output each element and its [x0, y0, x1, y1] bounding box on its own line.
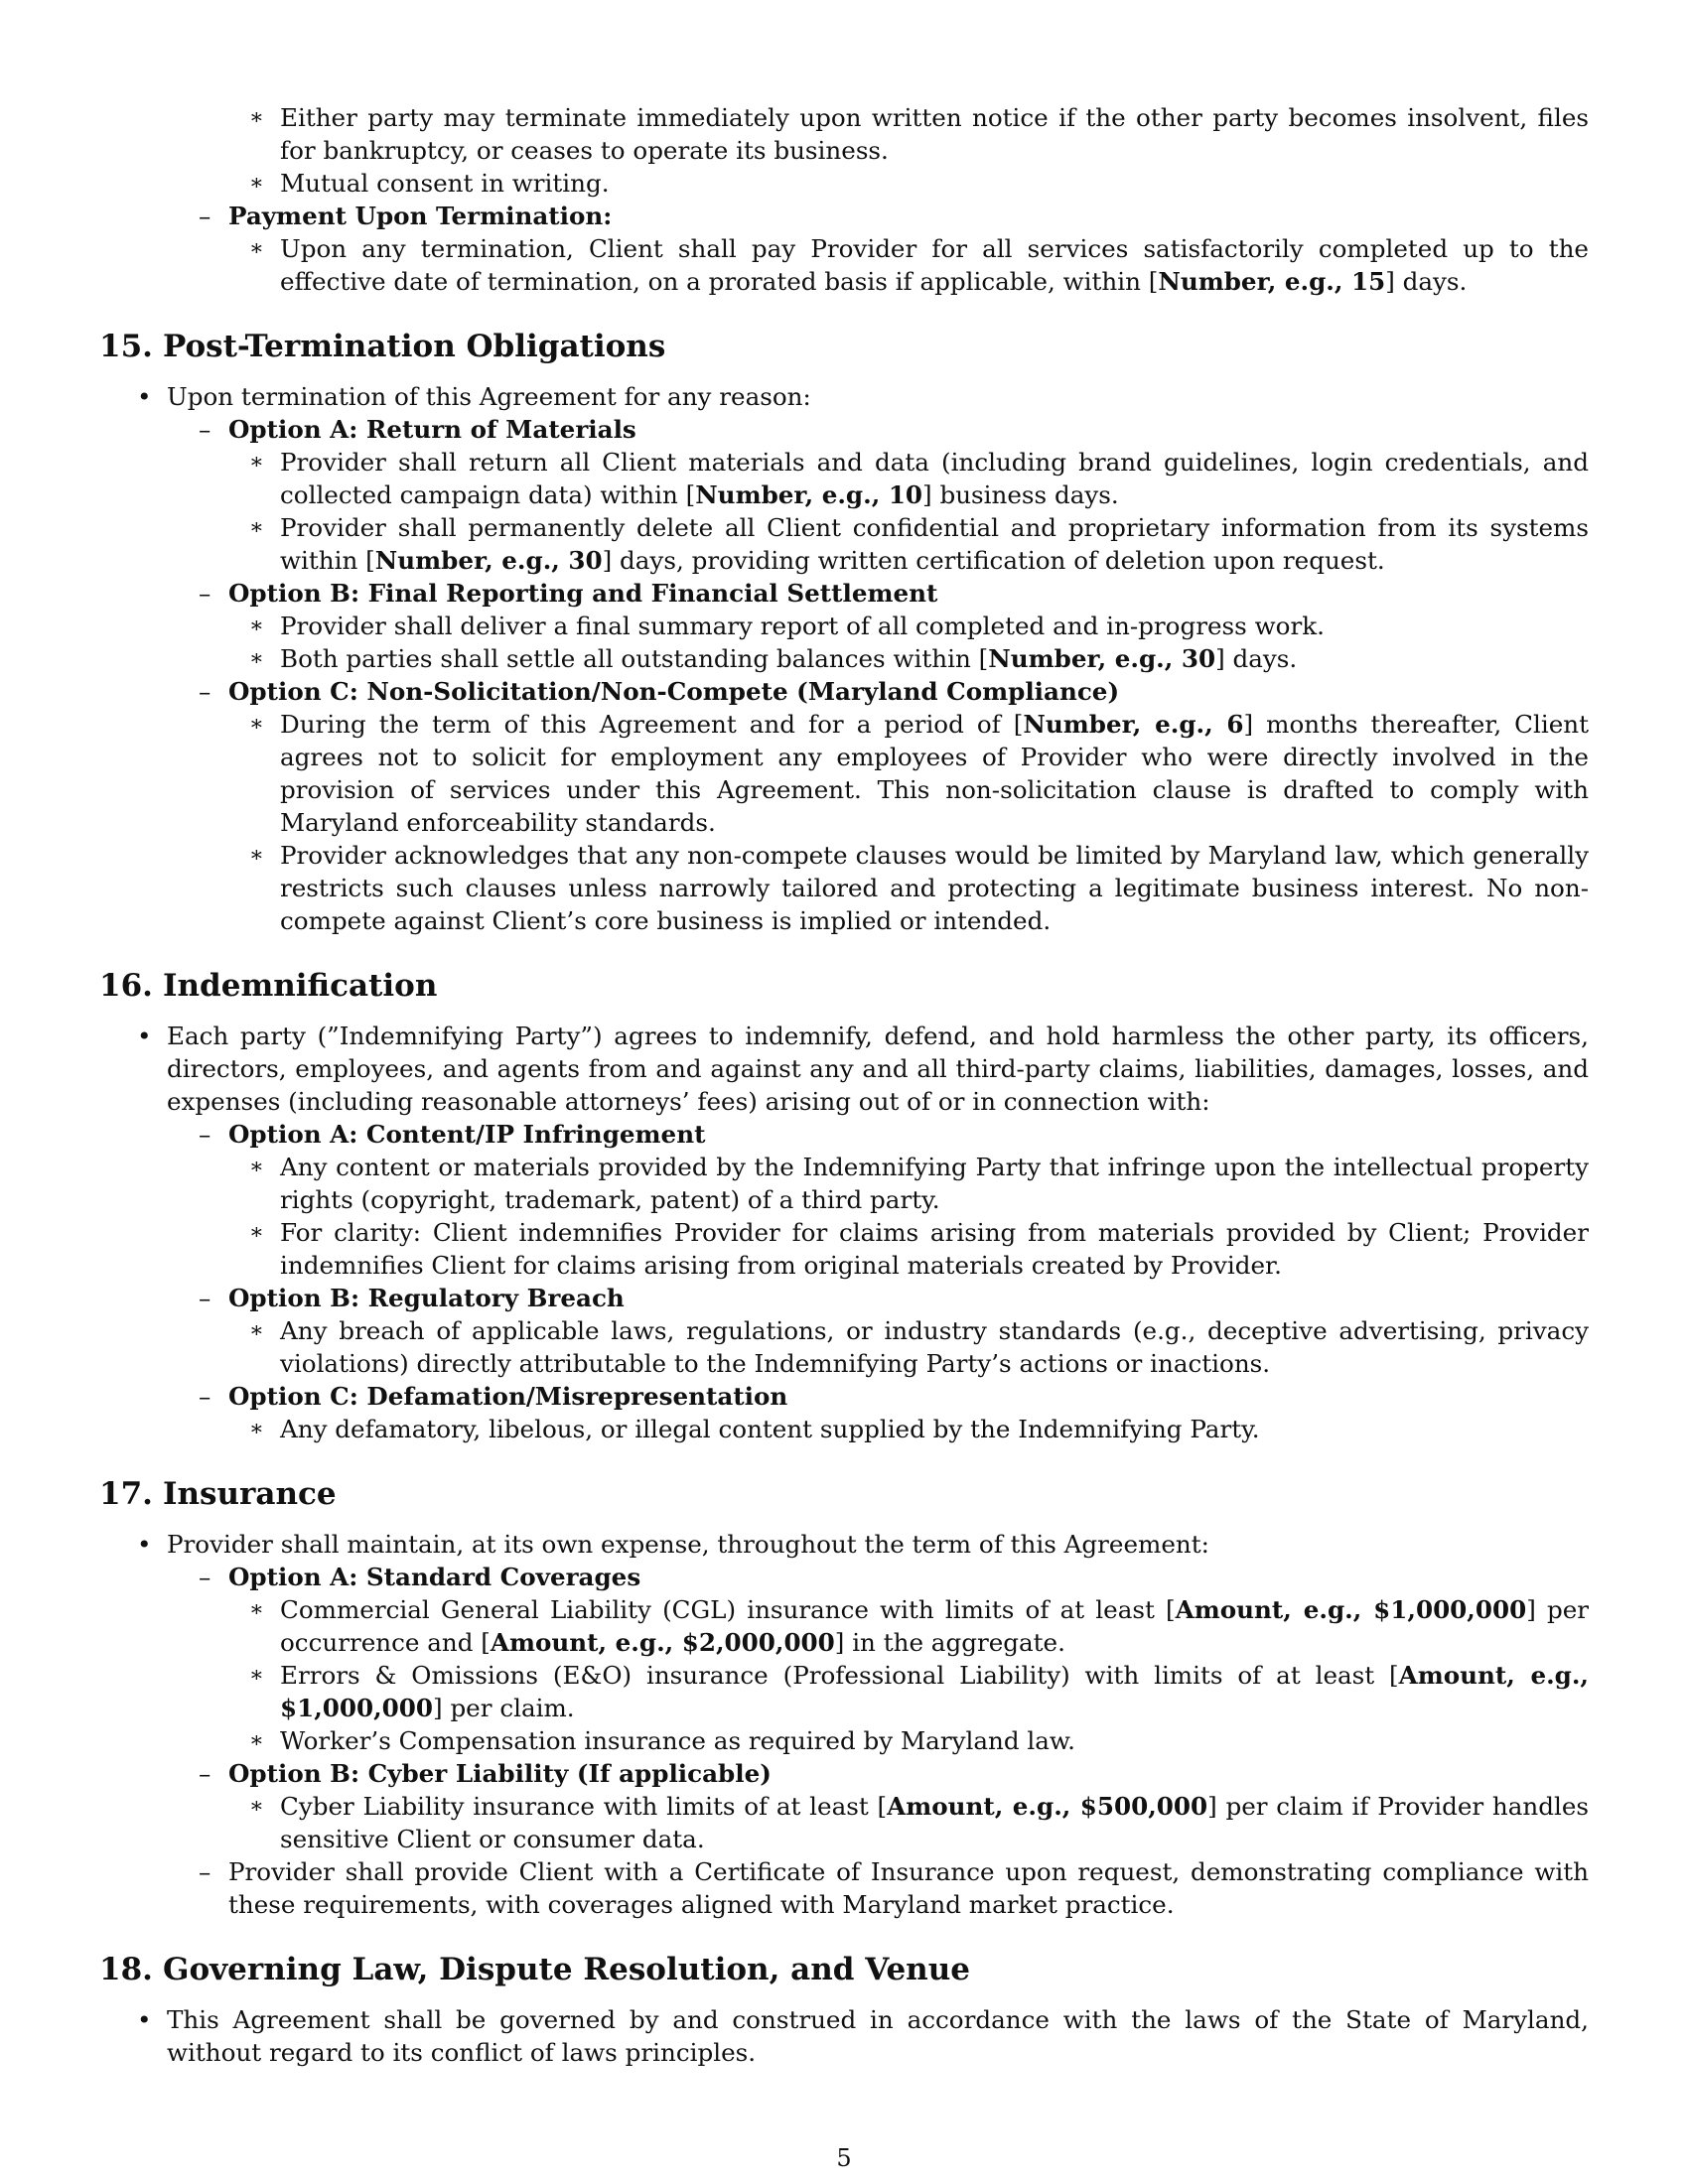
dash-bullet-icon: – [199, 1857, 211, 1886]
list-item: ∗ Upon any termination, Client shall pay Provider for all services satisfactorily completed up to the effective date of termination, on a prorated basis if applicable, within [Number, e.g., 15] days. [249, 234, 1589, 296]
list-item: ∗ Either party may terminate immediately upon written notice if the other party becomes insolvent, files for bankruptcy, or ceases to operate its business. [249, 103, 1589, 165]
subheading: – Option C: Defamation/Misrepresentation [199, 1382, 788, 1411]
subheading: – Option A: Content/IP Infringement [199, 1120, 706, 1149]
list-item: ∗ During the term of this Agreement and for a period of [Number, e.g., 6] months thereafter, Client agrees not to solicit for employment any employees of Provider who were directly involved in the provision of services under this Agreement. This non-solicitation clause is drafted to comply with Maryland enforceability standards. [249, 710, 1589, 837]
section-heading-16: 16. Indemnification [99, 968, 438, 1004]
asterisk-bullet-icon: ∗ [249, 614, 264, 638]
asterisk-bullet-icon: ∗ [249, 1318, 264, 1343]
list-item: ∗ Errors & Omissions (E&O) insurance (Professional Liability) with limits of at least [Amount, e.g., $1,000,000] per claim. [249, 1661, 1589, 1722]
list-item: – Provider shall provide Client with a Certificate of Insurance upon request, demonstrating compliance with these requirements, with coverages aligned with Maryland market practice. [199, 1857, 1589, 1919]
asterisk-bullet-icon: ∗ [249, 843, 264, 868]
list-item: • This Agreement shall be governed by and construed in accordance with the laws of the State of Maryland, without regard to its conflict of laws principles. [137, 2005, 1589, 2067]
asterisk-bullet-icon: ∗ [249, 1663, 264, 1688]
list-item: ∗ Provider shall permanently delete all Client confidential and proprietary information from its systems within [Number, e.g., 30] days, providing written certification of deletion upon request. [249, 513, 1589, 575]
dash-bullet-icon: – [199, 1120, 211, 1149]
list-item: • Each party (”Indemnifying Party”) agrees to indemnify, defend, and hold harmless the other party, its officers, directors, employees, and agents from and against any and all third-party claims, liabilities, damages, losses, and expenses (including reasonable attorneys’ fees) arising out of or in connection with: [137, 1022, 1589, 1116]
dash-bullet-icon: – [199, 1382, 211, 1411]
page-number: 5 [836, 2144, 852, 2172]
subheading: – Option A: Standard Coverages [199, 1563, 641, 1591]
section-16-list [99, 1020, 1589, 1445]
asterisk-bullet-icon: ∗ [249, 515, 264, 540]
list-item: ∗ Provider shall return all Client materials and data (including brand guidelines, login credentials, and collected campaign data) within [Number, e.g., 10] business days. [249, 448, 1589, 509]
list-item: ∗ Mutual consent in writing. [249, 169, 610, 198]
dash-bullet-icon: – [199, 677, 211, 706]
bullet-icon: • [137, 1530, 152, 1559]
asterisk-bullet-icon: ∗ [249, 712, 264, 737]
section-heading-15: 15. Post-Termination Obligations [99, 329, 666, 364]
subheading: – Option B: Final Reporting and Financial Settlement [199, 579, 938, 608]
asterisk-bullet-icon: ∗ [249, 105, 264, 130]
dash-bullet-icon: – [199, 1284, 211, 1312]
asterisk-bullet-icon: ∗ [249, 1220, 264, 1245]
list-item: ∗ Cyber Liability insurance with limits of at least [Amount, e.g., $500,000] per claim if Provider handles sensitive Client or consumer data. [249, 1792, 1590, 1853]
asterisk-bullet-icon: ∗ [249, 1728, 264, 1753]
asterisk-bullet-icon: ∗ [249, 236, 264, 261]
list-item: ∗ Any breach of applicable laws, regulations, or industry standards (e.g., deceptive advertising, privacy violations) directly attributable to the Indemnifying Party’s actions or inactions. [249, 1316, 1589, 1378]
dash-bullet-icon: – [199, 202, 211, 230]
section-heading-18: 18. Governing Law, Dispute Resolution, and Venue [99, 1952, 970, 1987]
list-item: • Provider shall maintain, at its own expense, throughout the term of this Agreement: [137, 1530, 1209, 1559]
subheading: – Option A: Return of Materials [199, 415, 636, 444]
bullet-icon: • [137, 382, 152, 411]
section-15-list [99, 380, 1589, 937]
asterisk-bullet-icon: ∗ [249, 646, 264, 671]
list-item: ∗ For clarity: Client indemnifies Provider for claims arising from materials provided by Client; Provider indemnifies Client for claims arising from original materials created by Provider. [249, 1218, 1589, 1280]
list-item: ∗ Any defamatory, libelous, or illegal content supplied by the Indemnifying Party. [249, 1415, 1260, 1443]
dash-bullet-icon: – [199, 1759, 211, 1788]
asterisk-bullet-icon: ∗ [249, 1794, 264, 1819]
subheading: – Option B: Cyber Liability (If applicable) [199, 1759, 772, 1788]
list-item: ∗ Both parties shall settle all outstanding balances within [Number, e.g., 30] days. [249, 644, 1298, 673]
bullet-icon: • [137, 2005, 152, 2034]
list-item: ∗ Provider acknowledges that any non-compete clauses would be limited by Maryland law, which generally restricts such clauses unless narrowly tailored and protecting a legitimate business interest. No non-compete against Client’s core business is implied or intended. [249, 841, 1589, 935]
page-content [99, 101, 1589, 2069]
dash-bullet-icon: – [199, 579, 211, 608]
subheading: – Payment Upon Termination: [199, 202, 613, 230]
list-item: ∗ Any content or materials provided by the Indemnifying Party that infringe upon the intellectual property rights (copyright, trademark, patent) of a third party. [249, 1153, 1589, 1214]
dash-bullet-icon: – [199, 415, 211, 444]
asterisk-bullet-icon: ∗ [249, 1155, 264, 1179]
subheading: – Option C: Non-Solicitation/Non-Compete (Maryland Compliance) [199, 677, 1120, 706]
asterisk-bullet-icon: ∗ [249, 171, 264, 196]
bullet-icon: • [137, 1022, 152, 1050]
section-heading-17: 17. Insurance [99, 1476, 337, 1512]
section-17-list [99, 1528, 1589, 1921]
subheading: – Option B: Regulatory Breach [199, 1284, 625, 1312]
asterisk-bullet-icon: ∗ [249, 450, 264, 475]
list-item: ∗ Commercial General Liability (CGL) insurance with limits of at least [Amount, e.g., $1,000,000] per occurrence and [Amount, e.g., $2,000,000] in the aggregate. [249, 1595, 1590, 1657]
list-item: • Upon termination of this Agreement for any reason: [137, 382, 811, 411]
list-item: ∗ Provider shall deliver a final summary report of all completed and in-progress work. [249, 612, 1325, 640]
list-item: ∗ Worker’s Compensation insurance as required by Maryland law. [249, 1726, 1075, 1755]
asterisk-bullet-icon: ∗ [249, 1597, 264, 1622]
dash-bullet-icon: – [199, 1563, 211, 1591]
section-18-list [99, 2003, 1589, 2069]
asterisk-bullet-icon: ∗ [249, 1417, 264, 1441]
intro-list [99, 101, 1589, 298]
